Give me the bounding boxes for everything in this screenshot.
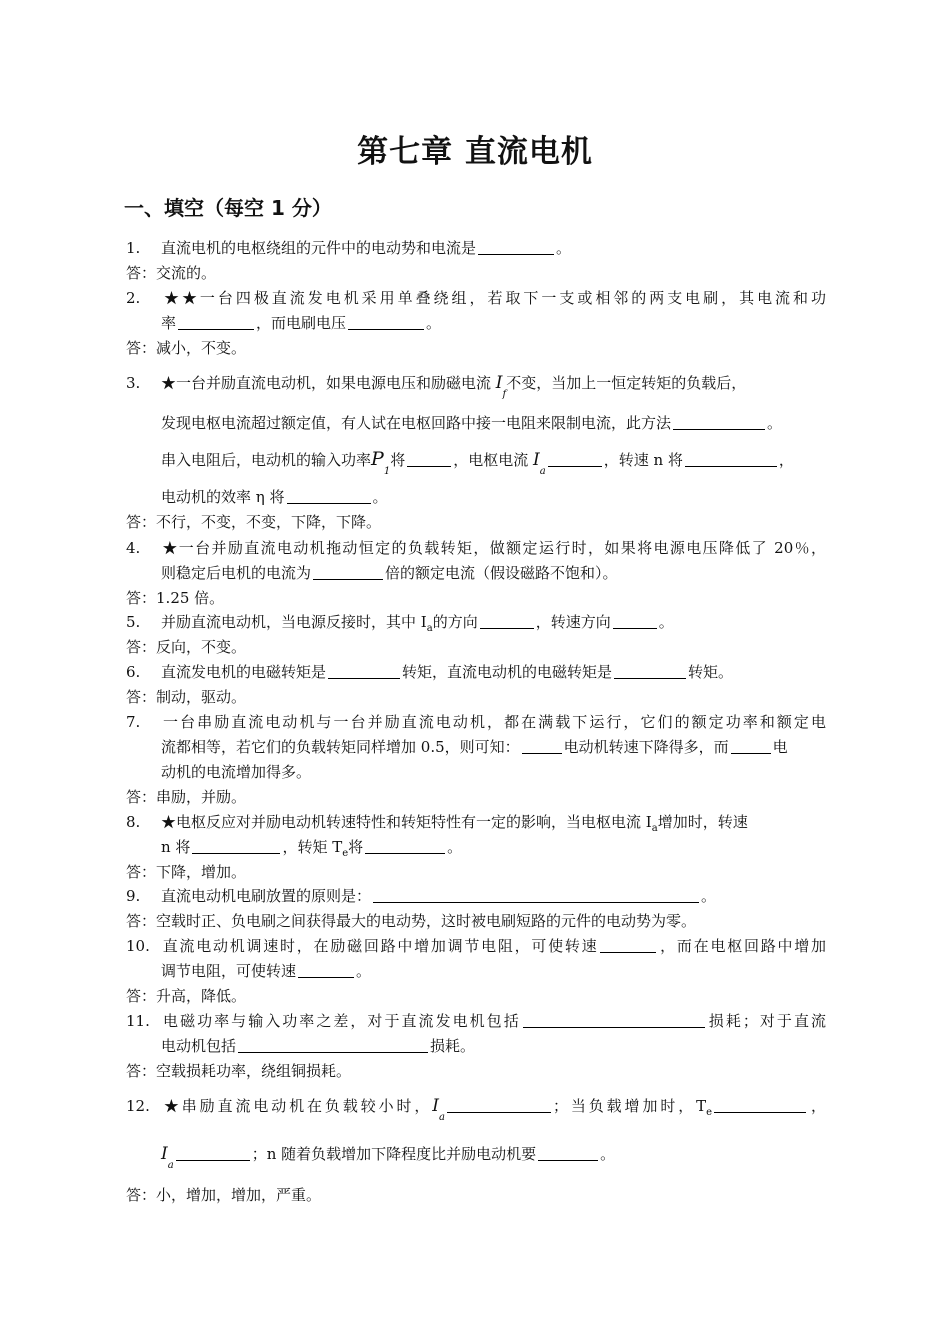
answer-12: 答：小，增加，增加，严重。: [126, 1186, 322, 1204]
answer-9: 答：空载时正、负电刷之间获得最大的电动势，这时被电刷短路的元件的电动势为零。: [126, 912, 697, 930]
question-3: 3. ★一台并励直流电动机，如果电源电压和励磁电流 $I_f$不变，当加上一恒定转矩的负载后，: [126, 373, 747, 400]
blank: [548, 451, 602, 467]
blank: [313, 564, 383, 580]
blank: [480, 613, 534, 629]
blank: [238, 1037, 428, 1053]
blank: [613, 613, 657, 629]
blank: [447, 1097, 551, 1113]
blank: [614, 663, 686, 679]
blank: [731, 738, 771, 754]
question-10: 10. 直流电动机调速时，在励磁回路中增加调节电阻，可使转速 ，而在电枢回路中增加: [126, 937, 826, 955]
answer-5: 答：反向，不变。: [126, 638, 247, 656]
blank: [178, 314, 254, 330]
section-title: 一、填空（每空 1 分）: [124, 196, 332, 220]
blank: [478, 239, 554, 255]
question-12-line-2: $I_a$；n 随着负载增加下降程度比并励电动机要 。: [161, 1144, 616, 1171]
blank: [348, 314, 424, 330]
question-3-line-3: 串入电阻后，电动机的输入功率$P_1$将 ，电枢电流 $I_a$，转速 n 将 ，: [161, 448, 794, 477]
chapter-title: 第七章 直流电机: [357, 134, 593, 170]
answer-11: 答：空载损耗功率，绕组铜损耗。: [126, 1062, 352, 1080]
question-4-line-2: 则稳定后电机的电流为 倍的额定电流（假设磁路不饱和）。: [161, 564, 618, 582]
question-3-line-2: 发现电枢电流超过额定值，有人试在电枢回路中接一电阻来限制电流，此方法 。: [161, 414, 783, 432]
question-9: 9. 直流电动机电刷放置的原则是： 。: [126, 887, 717, 905]
question-5: 5. 并励直流电动机，当电源反接时，其中 $I_a$的方向 ，转速方向 。: [126, 613, 674, 634]
question-8: 8. ★电枢反应对并励电动机转速特性和转矩特性有一定的影响，当电枢电流 $I_a$增加时，转速: [126, 813, 748, 834]
blank: [523, 1012, 705, 1028]
question-1: 1. 直流电机的电枢绕组的元件中的电动势和电流是 。: [126, 239, 572, 257]
question-2-line-2: 率 ，而电刷电压 。: [161, 314, 442, 332]
answer-7: 答：串励，并励。: [126, 788, 247, 806]
answer-1: 答：交流的。: [126, 264, 217, 282]
question-11: 11. 电磁功率与输入功率之差，对于直流发电机包括 损耗；对于直流: [126, 1012, 826, 1030]
blank: [522, 738, 562, 754]
question-2: 2. ★★一台四极直流发电机采用单叠绕组，若取下一支或相邻的两支电刷，其电流和功: [126, 289, 826, 307]
answer-6: 答：制动，驱动。: [126, 688, 247, 706]
answer-10: 答：升高，降低。: [126, 987, 247, 1005]
blank: [673, 414, 765, 430]
question-8-line-2: n 将 ，转矩 $T_e$将 。: [161, 838, 463, 859]
blank: [685, 451, 777, 467]
question-12: 12. ★串励直流电动机在负载较小时，$I_a$；当负载增加时，$T_e$ ，: [126, 1096, 826, 1123]
blank: [538, 1145, 598, 1161]
answer-2: 答：减小，不变。: [126, 339, 247, 357]
blank: [287, 488, 371, 504]
answer-3: 答：不行，不变，不变，下降，下降。: [126, 513, 382, 531]
question-7: 7. 一台串励直流电动机与一台并励直流电动机，都在满载下运行，它们的额定功率和额定电: [126, 713, 826, 731]
answer-8: 答：下降，增加。: [126, 863, 247, 881]
blank: [407, 451, 451, 467]
question-3-line-4: 电动机的效率 η 将 。: [161, 488, 388, 506]
blank: [176, 1145, 250, 1161]
answer-4: 答：1.25 倍。: [126, 589, 225, 607]
blank: [600, 937, 656, 953]
question-11-line-2: 电动机包括 损耗。: [161, 1037, 476, 1055]
blank: [192, 838, 280, 854]
question-10-line-2: 调节电阻，可使转速 。: [161, 962, 372, 980]
blank: [365, 838, 445, 854]
blank: [714, 1097, 806, 1113]
question-7-line-2: 流都相等，若它们的负载转矩同样增加 0.5，则可知： 电动机转速下降得多，而 电: [161, 738, 788, 756]
blank: [328, 663, 400, 679]
blank: [298, 962, 354, 978]
question-4: 4. ★一台并励直流电动机拖动恒定的负载转矩，做额定运行时，如果将电源电压降低了 20％，: [126, 539, 826, 557]
question-7-line-3: 动机的电流增加得多。: [161, 763, 312, 781]
blank: [373, 887, 699, 903]
question-6: 6. 直流发电机的电磁转矩是 转矩，直流电动机的电磁转矩是 转矩。: [126, 663, 734, 681]
